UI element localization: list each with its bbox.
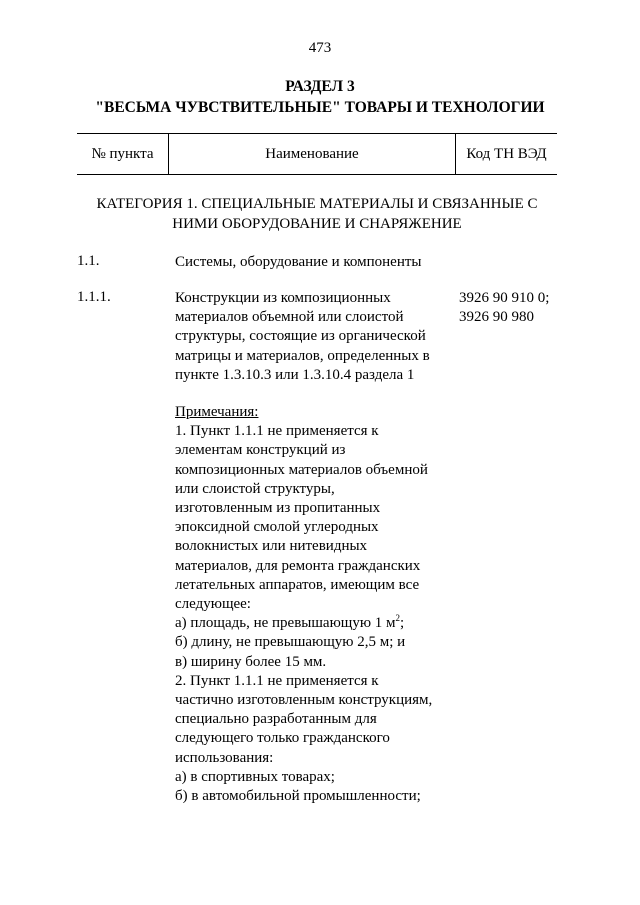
column-header-number: № пункта <box>91 146 154 162</box>
item-number: 1.1.1. <box>77 289 111 305</box>
item-name <box>175 253 450 272</box>
item-name-line: матрицы и материалов, определенных в <box>175 347 430 364</box>
section-title-line-2: "ВЕСЬМА ЧУВСТВИТЕЛЬНЫЕ" ТОВАРЫ И ТЕХНОЛОГИИ <box>95 99 545 116</box>
column-header-code: Код ТН ВЭД <box>466 146 547 162</box>
note-area-end: ; <box>400 615 405 632</box>
note-line: использования: <box>175 749 274 766</box>
note-line: элементам конструкций из <box>175 442 346 459</box>
note-line: следующее: <box>175 596 251 613</box>
item-name-line: пункте 1.3.10.3 или 1.3.10.4 раздела 1 <box>175 366 415 383</box>
note-area-superscript: 2 <box>395 613 401 624</box>
note-line: эпоксидной смолой углеродных <box>175 519 379 536</box>
section-title <box>0 76 640 118</box>
item-code <box>459 289 569 327</box>
category-heading-line-2: НИМИ ОБОРУДОВАНИЕ И СНАРЯЖЕНИЕ <box>172 216 462 232</box>
item-name-line: структуры, состоящие из органической <box>175 328 426 345</box>
category-heading-line-1: КАТЕГОРИЯ 1. СПЕЦИАЛЬНЫЕ МАТЕРИАЛЫ И СВЯЗАННЫЕ С <box>96 196 538 212</box>
note-line: волокнистых или нитевидных <box>175 538 368 555</box>
notes-heading: Примечания: <box>175 404 259 420</box>
note-line: б) в автомобильной промышленности; <box>175 788 421 805</box>
note-line: в) ширину более 15 мм. <box>175 653 327 670</box>
note-line-area <box>175 614 460 633</box>
note-line: а) в спортивных товарах; <box>175 768 335 785</box>
column-header-name: Наименование <box>265 146 359 162</box>
item-number: 1.1. <box>77 253 100 269</box>
page-number: 473 <box>308 40 332 56</box>
section-title-line-1: РАЗДЕЛ 3 <box>285 78 355 95</box>
note-line: б) длину, не превышающую 2,5 м; и <box>175 634 406 651</box>
note-line: 2. Пункт 1.1.1 не применяется к <box>175 672 379 689</box>
item-name <box>175 289 450 385</box>
note-line: материалов, для ремонта гражданских <box>175 557 421 574</box>
note-line: частично изготовленным конструкциям, <box>175 692 433 709</box>
item-code-line: 3926 90 910 0; <box>459 290 550 306</box>
notes-block <box>175 403 460 806</box>
item-name-line: материалов объемной или слоистой <box>175 309 404 326</box>
note-line: изготовленным из пропитанных <box>175 500 381 517</box>
note-line: следующего только гражданского <box>175 730 390 747</box>
table-header-top-rule <box>77 133 557 134</box>
note-line: 1. Пункт 1.1.1 не применяется к <box>175 423 379 440</box>
note-area-text: а) площадь, не превышающую 1 м <box>175 615 396 632</box>
item-name-line: Конструкции из композиционных <box>175 290 391 306</box>
note-line: или слоистой структуры, <box>175 480 335 497</box>
category-heading <box>77 194 557 234</box>
note-line: специально разработанным для <box>175 711 377 728</box>
item-code-line: 3926 90 980 <box>459 309 534 326</box>
note-line: композиционных материалов объемной <box>175 461 428 478</box>
table-header-bottom-rule <box>77 174 557 175</box>
item-name-line: Системы, оборудование и компоненты <box>175 254 422 270</box>
note-line: летательных аппаратов, имеющим все <box>175 576 420 593</box>
